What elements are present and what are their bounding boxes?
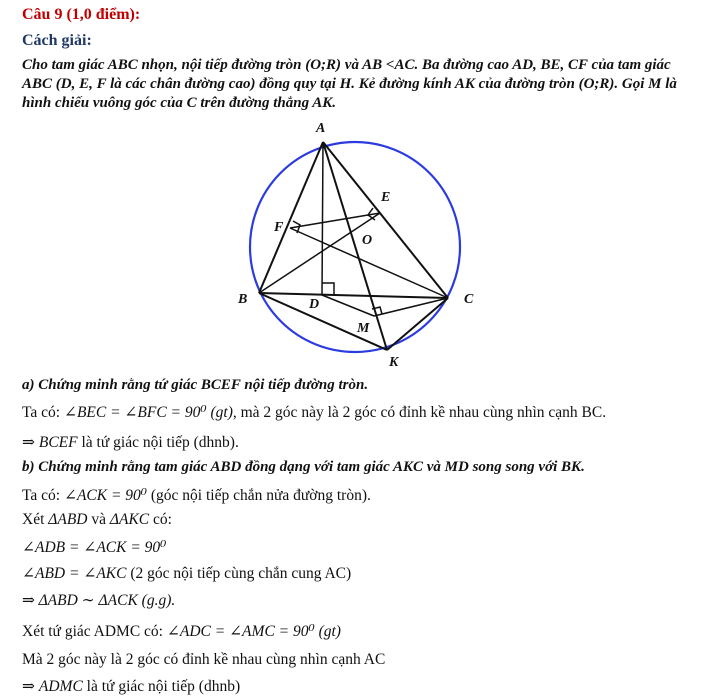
text: và	[87, 511, 110, 528]
math-expression: ⇒ ΔABD ∼ ΔACK (g.g).	[22, 592, 176, 609]
altitude-ad	[322, 142, 323, 295]
segment-ak	[323, 142, 387, 350]
part-a-line-2	[22, 433, 239, 452]
math-expression: ADMC	[38, 678, 83, 695]
segment-dm	[322, 295, 374, 316]
part-b-line-2	[22, 511, 172, 529]
part-b-line-6	[22, 622, 341, 641]
question-title: Câu 9 (1,0 điểm):	[22, 6, 141, 23]
math-expression: BCEF	[38, 434, 78, 451]
label-d: D	[309, 297, 320, 312]
text: là tứ giác nội tiếp (dhnb)	[82, 678, 241, 695]
math-expression: ∠ACK = 90⁰	[63, 487, 148, 504]
part-a-line-1	[22, 403, 606, 422]
text: có:	[149, 511, 172, 528]
math-expression: ∠ADC = ∠AMC = 90⁰ (gt)	[166, 623, 341, 640]
problem-line-3: hình chiếu vuông góc của C trên đường thẳng AK.	[22, 95, 337, 111]
math-expression: ΔAKC	[109, 511, 150, 528]
math-expression: ∠BEC = ∠BFC = 90⁰ (gt)	[63, 404, 233, 421]
text: Ta có:	[22, 404, 64, 421]
implies-symbol: ⇒	[22, 678, 39, 695]
geometry-figure	[228, 112, 498, 374]
label-k: K	[389, 355, 399, 370]
problem-line-1: Cho tam giác ABC nhọn, nội tiếp đường tròn (O;R) và AB <AC. Ba đường cao AD, BE, CF của tam giác	[22, 57, 671, 73]
math-expression: ∠ADB = ∠ACK = 90⁰	[22, 539, 167, 556]
text: là tứ giác nội tiếp (dhnb).	[77, 434, 239, 451]
text: Xét	[22, 511, 49, 528]
part-b-line-4	[22, 564, 351, 583]
text: (2 góc nội tiếp cùng chắn cung AC)	[126, 565, 352, 582]
label-c: C	[464, 292, 474, 307]
math-expression: ΔABD	[48, 511, 88, 528]
label-e: E	[381, 190, 391, 205]
math-expression: ∠ABD = ∠AKC	[22, 565, 127, 582]
right-angle-m	[372, 307, 382, 314]
text: Ta có:	[22, 487, 64, 504]
part-b-line-1	[22, 486, 371, 505]
label-b: B	[238, 292, 248, 307]
implies-symbol: ⇒	[22, 434, 39, 451]
text: (góc nội tiếp chắn nửa đường tròn).	[147, 487, 371, 504]
part-b-line-3	[22, 538, 166, 557]
label-o: O	[362, 233, 373, 248]
part-b-line-5	[22, 591, 175, 610]
label-m: M	[357, 321, 370, 336]
right-angle-d	[322, 283, 334, 295]
solution-heading: Cách giải:	[22, 32, 92, 49]
part-b-line-7: Mà 2 góc này là 2 góc có đỉnh kề nhau cùng nhìn cạnh AC	[22, 651, 386, 668]
part-b-heading: b) Chứng minh rằng tam giác ABD đồng dạng với tam giác AKC và MD song song với BK.	[22, 459, 585, 475]
problem-line-2: ABC (D, E, F là các chân đường cao) đồng quy tại H. Kẻ đường kính AK của đường tròn (O;R). Gọi M là	[22, 76, 677, 92]
label-a: A	[316, 121, 326, 136]
part-a-heading: a) Chứng minh rằng tứ giác BCEF nội tiếp đường tròn.	[22, 377, 369, 393]
part-b-line-8	[22, 677, 240, 696]
segment-fe	[290, 213, 380, 228]
label-f: F	[274, 220, 284, 235]
segment-bc	[259, 293, 448, 298]
text: Xét tứ giác ADMC có:	[22, 623, 167, 640]
text: , mà 2 góc này là 2 góc có đỉnh kề nhau cùng nhìn cạnh BC.	[232, 404, 607, 421]
